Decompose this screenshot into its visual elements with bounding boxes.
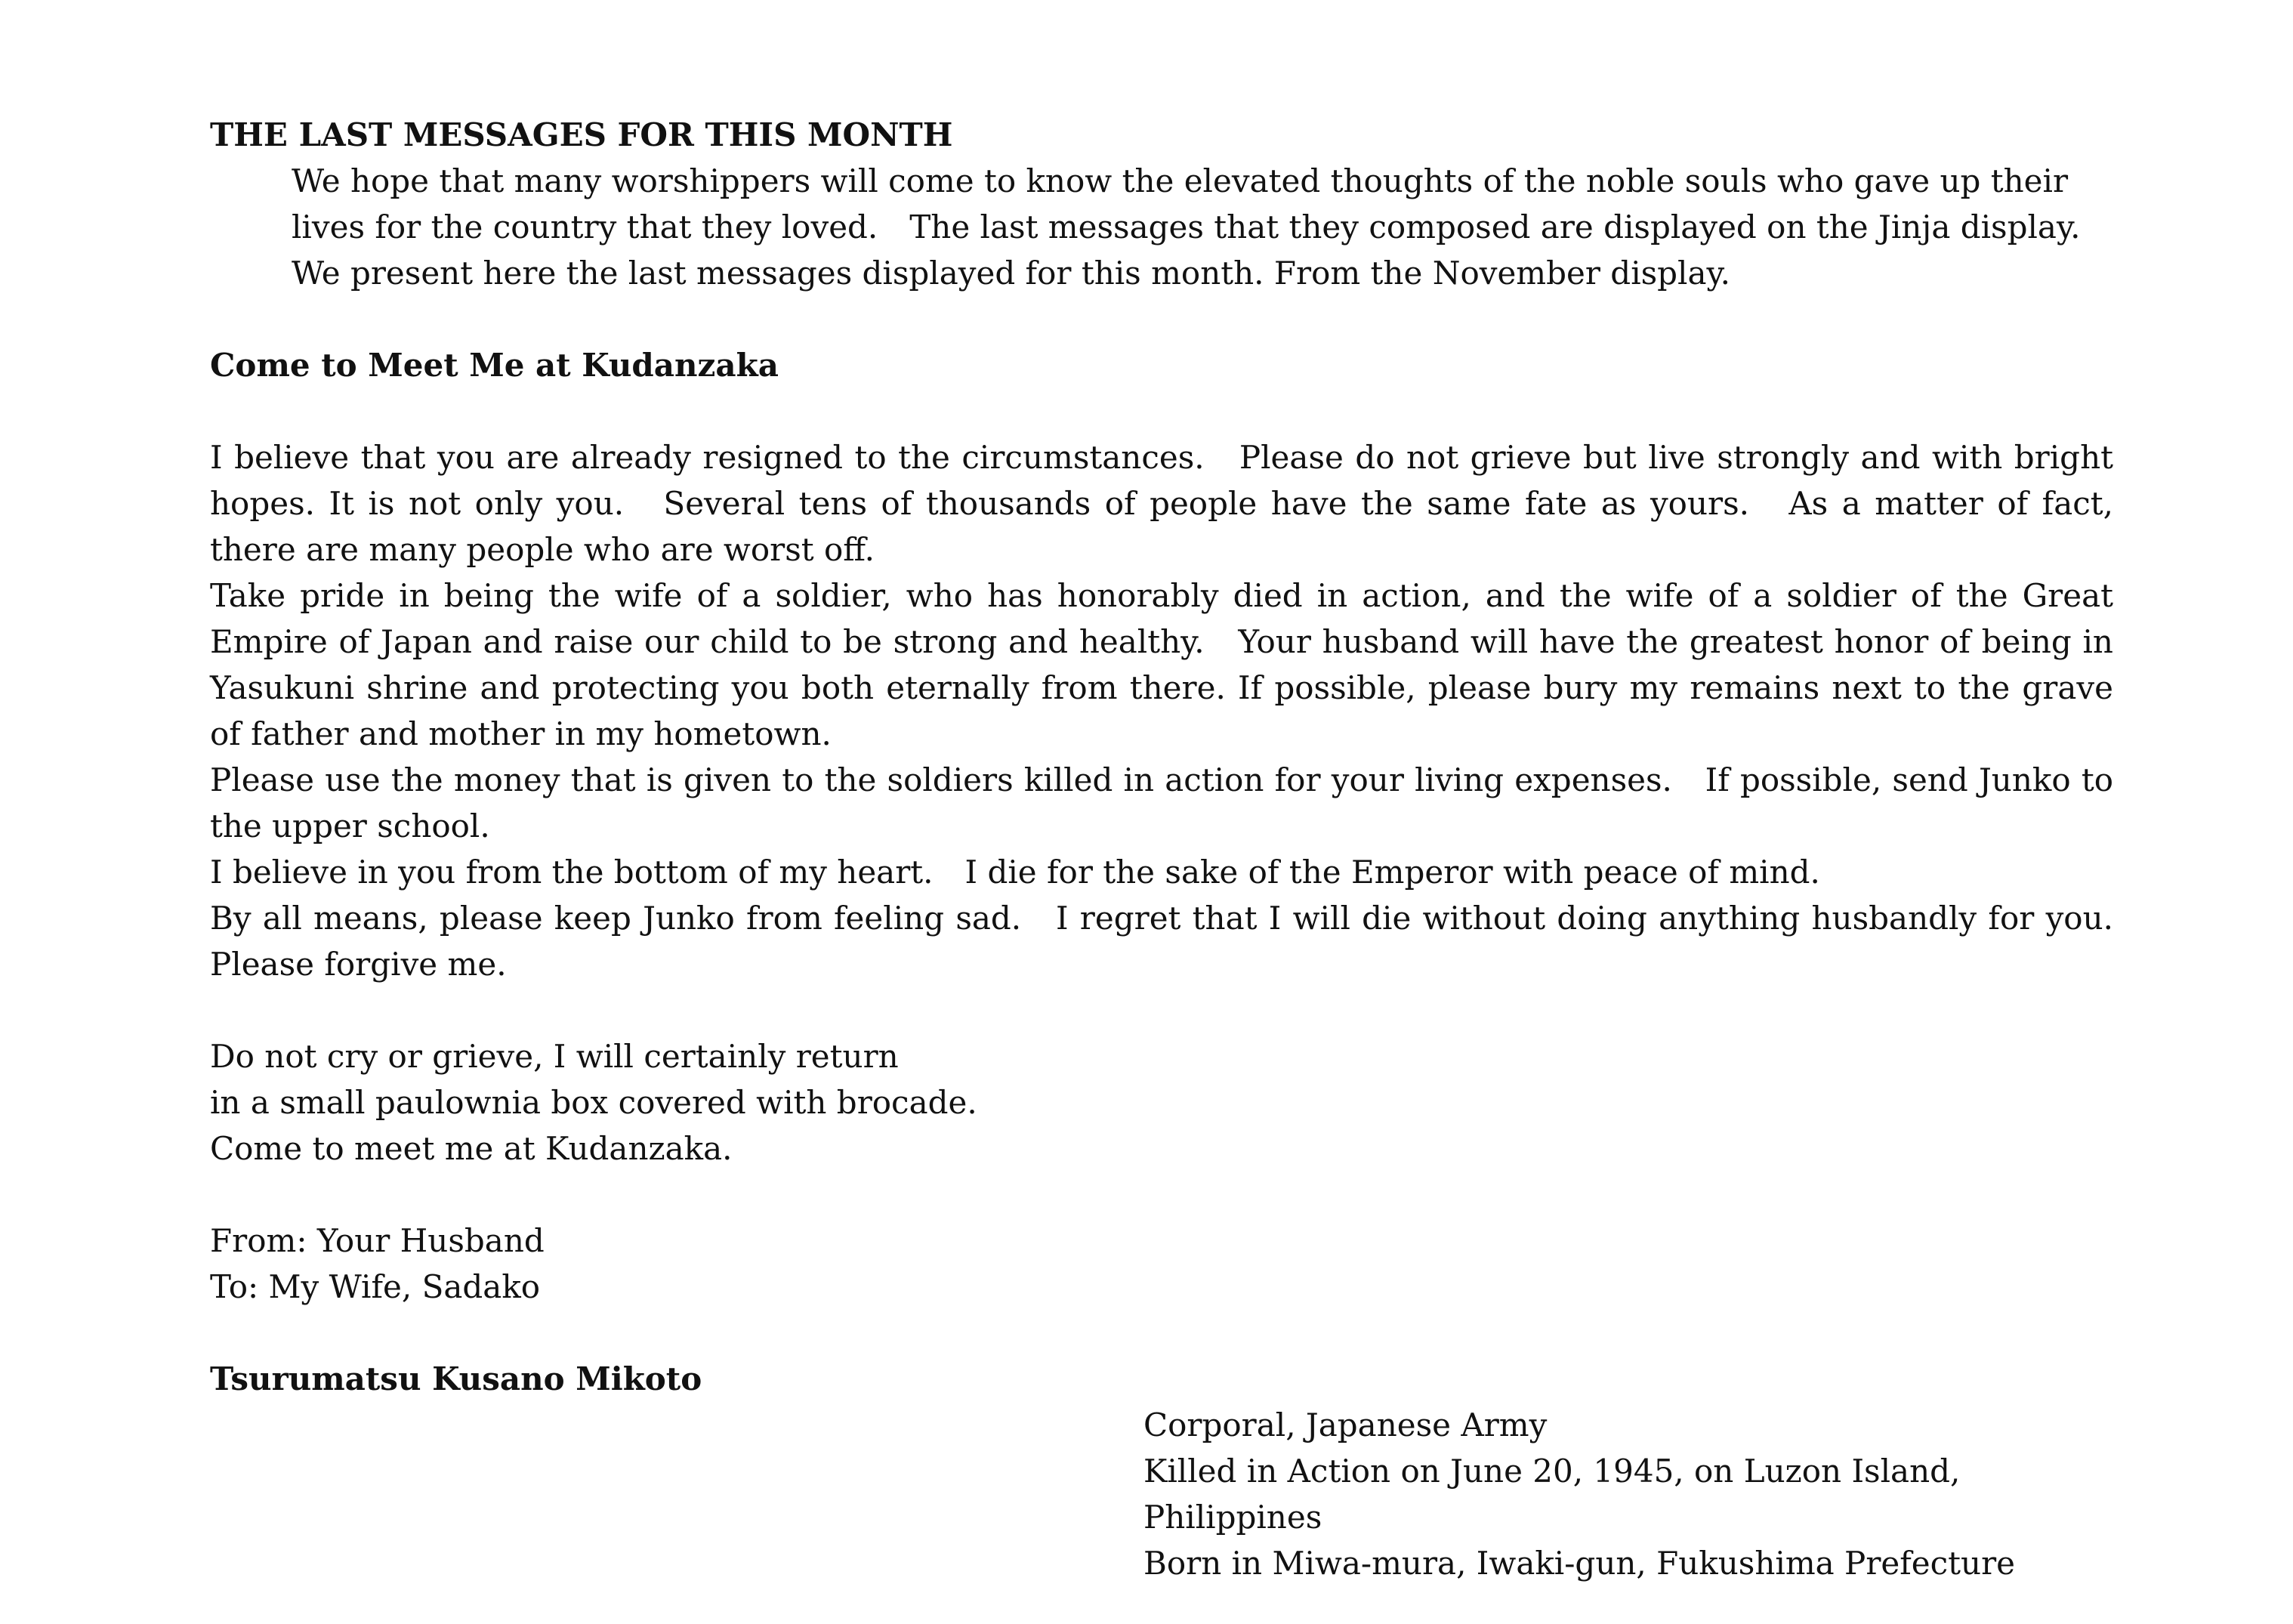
poem-line: Come to meet me at Kudanzaka.: [210, 1130, 733, 1167]
body-paragraph: Take pride in being the wife of a soldier, who has honorably died in action, and the wife of a soldier of the Great Empire of Japan and raise our child to be strong and healthy. Your husband will have the greatest honor of being in Yasukuni shrine and protecting you both eternally from there. If possible, please bury my remains next to the grave of father and mother in my hometown.: [210, 577, 2113, 752]
message-title: Come to Meet Me at Kudanzaka: [210, 347, 779, 384]
poem-line: in a small paulownia box covered with brocade.: [210, 1084, 977, 1121]
to-line: To: My Wife, Sadako: [210, 1268, 541, 1305]
detail-line: Killed in Action on June 20, 1945, on Luzon Island, Philippines: [1143, 1453, 1961, 1536]
document-title: THE LAST MESSAGES FOR THIS MONTH: [210, 116, 953, 153]
author-details: [210, 1402, 2113, 1586]
body-paragraph: Please use the money that is given to the soldiers killed in action for your living expenses. If possible, send Junko to the upper school.: [210, 761, 2113, 844]
intro-paragraph: We present here the last messages displayed for this month. From the November display.: [292, 255, 1731, 292]
author-name: Tsurumatsu Kusano Mikoto: [210, 1360, 702, 1397]
body-paragraph: I believe in you from the bottom of my heart. I die for the sake of the Emperor with peace of mind.: [210, 854, 1820, 891]
intro-paragraph: We hope that many worshippers will come to know the elevated thoughts of the noble souls who gave up their lives for the country that they loved. The last messages that they composed are displayed on the Jinja display.: [292, 162, 2081, 245]
from-line: From: Your Husband: [210, 1222, 545, 1259]
message-body: [210, 434, 2146, 987]
intro-section: [210, 158, 2113, 296]
poem-line: Do not cry or grieve, I will certainly return: [210, 1038, 899, 1075]
body-paragraph: By all means, please keep Junko from feeling sad. I regret that I will die without doing anything husbandly for you. Please forgive me.: [210, 900, 2146, 983]
detail-line: Born in Miwa-mura, Iwaki-gun, Fukushima Prefecture: [1143, 1545, 2016, 1582]
body-paragraph: I believe that you are already resigned to the circumstances. Please do not grieve but live strongly and with bright hopes. It is not only you. Several tens of thousands of people have the same fate as yours. As a matter of fact, there are many people who are worst off.: [210, 439, 2113, 568]
poem: [210, 1033, 2113, 1172]
detail-line: Corporal, Japanese Army: [1143, 1406, 1548, 1443]
signoff: [210, 1218, 2113, 1310]
document-page: [210, 112, 2146, 1586]
